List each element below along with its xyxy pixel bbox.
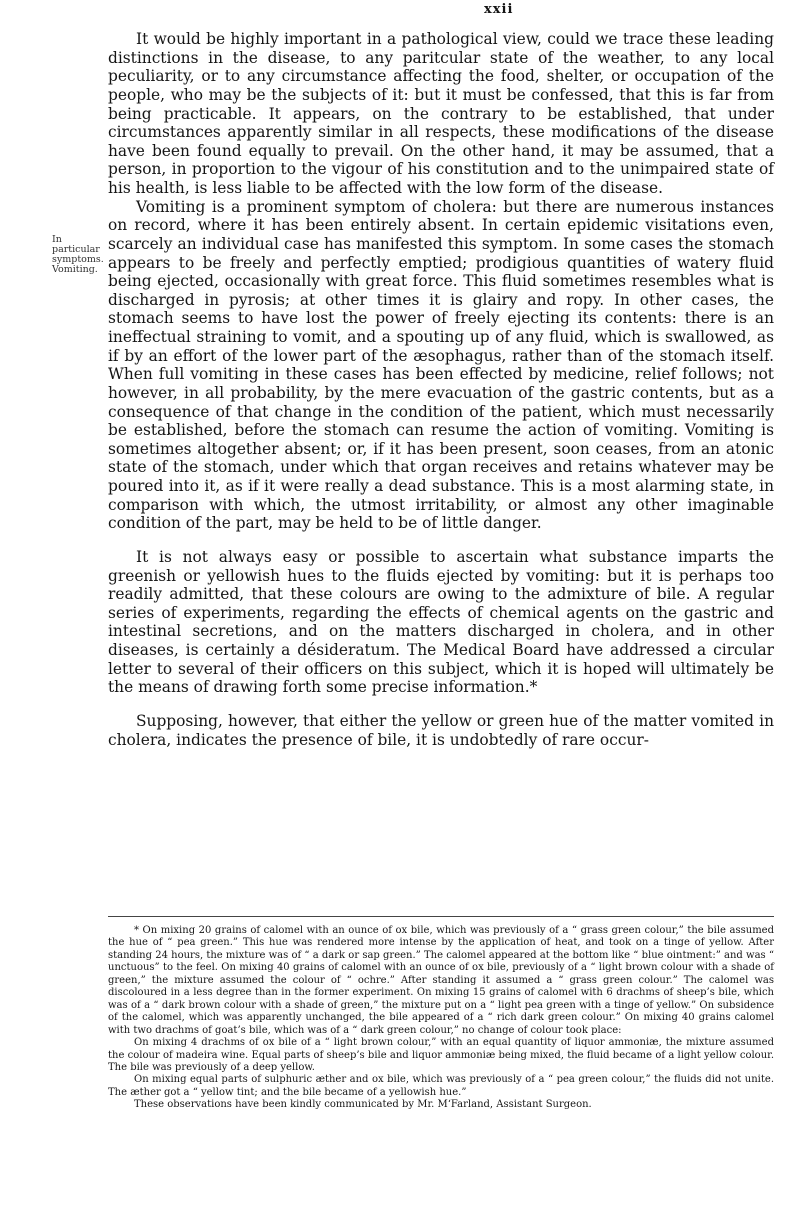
footnote-credit: These observations have been kindly communicated by Mr. M‘Farland, Assistant Surgeon. [134,1099,592,1111]
main-text [108,30,774,749]
footnote-paragraph: On mixing 4 drachms of ox bile of a “ light brown colour,” with an equal quantity of liquor ammoniæ, the mixture assumed the colour of madeira wine. Equal parts of sheep’s bile and liquor ammoniæ being mixed, the fluid became of a light yellow colour. The bile was previously of a deep yellow. [108,1037,774,1073]
paragraph: It is not always easy or possible to ascertain what substance imparts the greenish or yellowish hues to the fluids ejected by vomiting: but it is perhaps too readily admitted, that these colours are owing to the admixture of bile. A regular series of experiments, regarding the effects of chemical agents on the gastric and intestinal secretions, and on the matters discharged in cholera, and in other diseases, is certainly a désideratum. The Medical Board have addressed a circular letter to several of their officers on this subject, which it is hoped will ultimately be the means of drawing forth some precise information.* [108,547,774,697]
margin-note-line: symptoms. [52,254,104,265]
footnote [108,925,774,1112]
margin-note-line: In particular [52,234,100,255]
margin-note [52,235,104,275]
footnote-paragraph: On mixing equal parts of sulphuric æther and ox bile, which was previously of a “ pea green colour,” the fluids did not unite. The æther got a “ yellow tint; and the bile became of a yellowish hue.” [108,1074,774,1098]
footnote-paragraph: * On mixing 20 grains of calomel with an ounce of ox bile, which was previously of a “ grass green colour,” the bile assumed the hue of “ pea green.” This hue was rendered more intense by the application of heat, and took on a tinge of yellow. After standing 24 hours, the mixture was of “ a dark or sap green.” The calomel appeared at the bottom like “ blue ointment:” and was “ unctuous” to the feel. On mixing 40 grains of calomel with an ounce of ox bile, previously of a “ light brown colour with a shade of green,” the mixture assumed the colour of “ ochre.” After standing it assumed a “ grass green colour.” The calomel was discoloured in a less degree than in the former experiment. On mixing 15 grains of calomel with 6 drachms of sheep’s bile, which was of a “ dark brown colour with a shade of green,” the mixture put on a “ light pea green with a tinge of yellow.” On subsidence of the calomel, which was apparently unchanged, the bile appeared of a “ rich dark green colour.” On mixing 40 grains calomel with two drachms of goat’s bile, which was of a “ dark green colour,” no change of colour took place: [108,925,774,1036]
page-number: xxii [484,2,514,17]
paragraph: Vomiting is a prominent symptom of cholera: but there are numerous instances on record, where it has been entirely absent. In certain epidemic visitations even, scarcely an individual case has manifested this symptom. In some cases the stomach appears to be freely and perfectly emptied; prodigious quantities of watery fluid being ejected, occasionally with great force. This fluid sometimes resembles what is discharged in pyrosis; at other times it is glairy and ropy. In other cases, the stomach seems to have lost the power of freely ejecting its contents: there is an ineffectual straining to vomit, and a spouting up of any fluid, which is swallowed, as if by an effort of the lower part of the æsophagus, rather than of the stomach itself. When full vomiting in these cases has been effected by medicine, relief follows; not however, in all probability, by the mere evacuation of the gastric contents, but as a consequence of that change in the condition of the patient, which must necessarily be established, before the stomach can resume the action of vomiting. Vomiting is sometimes altogether absent; or, if it has been present, soon ceases, from an atonic state of the stomach, under which that organ receives and retains whatever may be poured into it, as if it were really a dead substance. This is a most alarming state, in comparison with which, the utmost irritability, or almost any other imaginable condition of the part, may be held to be of little danger. [108,197,774,533]
footnote-rule [108,916,774,917]
paragraph: Supposing, however, that either the yellow or green hue of the matter vomited in cholera, indicates the presence of bile, it is undobtedly of rare occur- [108,711,774,749]
paragraph: It would be highly important in a pathological view, could we trace these leading distinctions in the disease, to any paritcular state of the weather, to any local peculiarity, or to any circumstance affecting the food, shelter, or occupation of the people, who may be the subjects of it: but it must be confessed, that this is far from being practicable. It appears, on the contrary to be established, that under circumstances apparently similar in all respects, these modifications of the disease have been found equally to prevail. On the other hand, it may be assumed, that a person, in proportion to the vigour of his constitution and to the unimpaired state of his health, is less liable to be affected with the low form of the disease. [108,30,774,197]
margin-note-line: Vomiting. [52,264,98,275]
